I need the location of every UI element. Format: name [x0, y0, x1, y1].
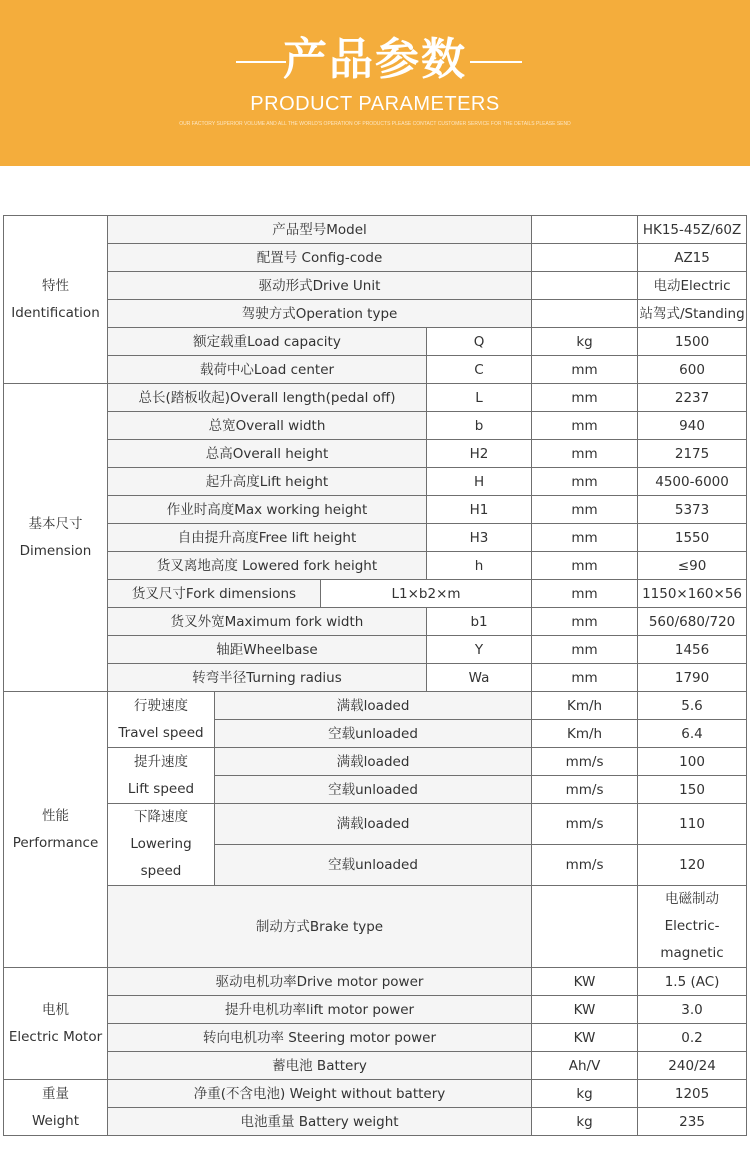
param-symbol: C: [427, 356, 532, 384]
section-label-motor: [4, 968, 108, 1080]
param-value: 2237: [638, 384, 747, 412]
table-row: [4, 440, 747, 468]
table-row: [4, 412, 747, 440]
param-symbol: L: [427, 384, 532, 412]
param-value: 2175: [638, 440, 747, 468]
param-condition: 空载unloaded: [215, 845, 532, 886]
param-name: 转向电机功率 Steering motor power: [108, 1024, 532, 1052]
param-name: 额定载重Load capacity: [108, 328, 427, 356]
param-value: 1790: [638, 664, 747, 692]
param-symbol: H3: [427, 524, 532, 552]
param-name: 货叉尺寸Fork dimensions: [108, 580, 321, 608]
param-name: 电池重量 Battery weight: [108, 1108, 532, 1136]
subgroup-label-lift: [108, 748, 215, 804]
param-symbol: b1: [427, 608, 532, 636]
table-row: [4, 636, 747, 664]
param-symbol: H1: [427, 496, 532, 524]
section-label-en: Weight: [31, 1112, 80, 1129]
param-unit: mm: [532, 524, 638, 552]
section-label-performance: [4, 692, 108, 968]
param-name: 总高Overall height: [108, 440, 427, 468]
param-unit: mm: [532, 580, 638, 608]
param-unit: kg: [532, 1080, 638, 1108]
subgroup-label-cn: 下降速度: [134, 809, 188, 825]
table-row: [4, 968, 747, 996]
subgroup-label-en: Lowering speed: [130, 836, 192, 879]
param-condition: 满载loaded: [215, 748, 532, 776]
param-name: 总宽Overall width: [108, 412, 427, 440]
title-right-line: [470, 61, 522, 63]
param-unit: mm: [532, 468, 638, 496]
table-row: [4, 328, 747, 356]
param-unit: mm: [532, 636, 638, 664]
table-row: [4, 608, 747, 636]
param-unit: kg: [532, 1108, 638, 1136]
section-label-cn: 特性: [42, 277, 69, 294]
param-value: 4500-6000: [638, 468, 747, 496]
section-label-en: Performance: [12, 834, 99, 851]
table-row: [4, 692, 747, 720]
param-value: ≤90: [638, 552, 747, 580]
param-unit: Km/h: [532, 692, 638, 720]
param-value: 235: [638, 1108, 747, 1136]
section-label-cn: 基本尺寸: [28, 515, 83, 532]
param-unit: mm: [532, 384, 638, 412]
param-unit-empty: [532, 272, 638, 300]
param-value: 150: [638, 776, 747, 804]
spec-table: [3, 215, 747, 1136]
param-symbol: b: [427, 412, 532, 440]
param-name: 转弯半径Turning radius: [108, 664, 427, 692]
param-condition: 满载loaded: [215, 804, 532, 845]
section-label-weight: [4, 1080, 108, 1136]
param-value: 0.2: [638, 1024, 747, 1052]
param-value: AZ15: [638, 244, 747, 272]
param-value: 电动Electric: [638, 272, 747, 300]
param-name: 自由提升高度Free lift height: [108, 524, 427, 552]
param-unit-empty: [532, 216, 638, 244]
param-unit: mm/s: [532, 776, 638, 804]
param-unit: mm: [532, 664, 638, 692]
param-unit: mm/s: [532, 845, 638, 886]
param-unit: mm: [532, 496, 638, 524]
param-value: 1500: [638, 328, 747, 356]
param-name: 蓄电池 Battery: [108, 1052, 532, 1080]
table-row: [4, 356, 747, 384]
param-name: 驱动形式Drive Unit: [108, 272, 532, 300]
table-row: [4, 664, 747, 692]
table-row: [4, 804, 747, 845]
param-value: 110: [638, 804, 747, 845]
header-banner: [0, 0, 750, 166]
param-unit: Km/h: [532, 720, 638, 748]
banner-tagline: OUR FACTORY SUPERIOR VOLUME AND ALL THE WORLD'S OPERATION OF PRODUCTS PLEASE CONTACT CUSTOMER SERVICE FOR THE DETAILS PLEASE SEND: [179, 121, 571, 127]
section-label-en: Dimension: [19, 542, 92, 559]
param-unit-empty: [532, 886, 638, 968]
param-value: 3.0: [638, 996, 747, 1024]
param-unit: mm: [532, 608, 638, 636]
param-unit-empty: [532, 244, 638, 272]
param-name: 提升电机功率lift motor power: [108, 996, 532, 1024]
section-label-en: Identification: [11, 304, 100, 321]
param-name: 驾驶方式Operation type: [108, 300, 532, 328]
page-title: 产品参数: [283, 34, 467, 85]
section-label-dimension: [4, 384, 108, 692]
subgroup-label-en: Lift speed: [127, 780, 195, 797]
table-row: [4, 1024, 747, 1052]
section-label-cn: 重量: [42, 1085, 69, 1102]
param-name: 总长(踏板收起)Overall length(pedal off): [108, 384, 427, 412]
table-row: [4, 300, 747, 328]
param-symbol: Y: [427, 636, 532, 664]
param-name: 货叉外宽Maximum fork width: [108, 608, 427, 636]
table-row: [4, 1080, 747, 1108]
subgroup-label-en: Travel speed: [118, 724, 204, 741]
table-row: [4, 886, 747, 968]
param-symbol: L1×b2×m: [321, 580, 532, 608]
param-name: 起升高度Lift height: [108, 468, 427, 496]
param-name: 净重(不含电池) Weight without battery: [108, 1080, 532, 1108]
param-unit: mm/s: [532, 804, 638, 845]
param-symbol: Q: [427, 328, 532, 356]
param-name: 作业时高度Max working height: [108, 496, 427, 524]
param-symbol: Wa: [427, 664, 532, 692]
table-row: [4, 244, 747, 272]
param-symbol: H: [427, 468, 532, 496]
param-value: 1205: [638, 1080, 747, 1108]
param-unit: kg: [532, 328, 638, 356]
param-value: 1550: [638, 524, 747, 552]
param-symbol: H2: [427, 440, 532, 468]
table-row: [4, 552, 747, 580]
param-unit: mm: [532, 356, 638, 384]
page-subtitle: PRODUCT PARAMETERS: [250, 93, 500, 115]
param-unit: mm: [532, 440, 638, 468]
param-name: 载荷中心Load center: [108, 356, 427, 384]
param-unit: KW: [532, 968, 638, 996]
table-row: [4, 748, 747, 776]
param-unit: KW: [532, 1024, 638, 1052]
table-row: [4, 580, 747, 608]
param-name: 驱动电机功率Drive motor power: [108, 968, 532, 996]
param-value: 电磁制动Electric-magnetic: [638, 886, 747, 968]
table-row: [4, 468, 747, 496]
param-name: 轴距Wheelbase: [108, 636, 427, 664]
param-value: 站驾式/Standing: [638, 300, 747, 328]
param-value: 100: [638, 748, 747, 776]
section-label-identification: [4, 216, 108, 384]
param-value: 940: [638, 412, 747, 440]
param-value: 1.5 (AC): [638, 968, 747, 996]
section-label-cn: 电机: [42, 1001, 69, 1018]
param-value: 5373: [638, 496, 747, 524]
table-row: [4, 1108, 747, 1136]
subgroup-label-travel: [108, 692, 215, 748]
param-value: 5.6: [638, 692, 747, 720]
param-value: 600: [638, 356, 747, 384]
param-value: 1150×160×56: [638, 580, 747, 608]
param-value: 560/680/720: [638, 608, 747, 636]
param-unit: mm: [532, 552, 638, 580]
param-value: 240/24: [638, 1052, 747, 1080]
table-row: [4, 496, 747, 524]
param-symbol: h: [427, 552, 532, 580]
param-value: 120: [638, 845, 747, 886]
param-unit: Ah/V: [532, 1052, 638, 1080]
table-row: [4, 272, 747, 300]
subgroup-label-cn: 提升速度: [134, 753, 188, 770]
param-unit: mm: [532, 412, 638, 440]
param-name: 货叉离地高度 Lowered fork height: [108, 552, 427, 580]
param-name: 配置号 Config-code: [108, 244, 532, 272]
table-row: [4, 524, 747, 552]
param-condition: 满载loaded: [215, 692, 532, 720]
param-value: HK15-45Z/60Z: [638, 216, 747, 244]
param-condition: 空载unloaded: [215, 776, 532, 804]
param-unit-empty: [532, 300, 638, 328]
param-name: 制动方式Brake type: [108, 886, 532, 968]
table-row: [4, 384, 747, 412]
param-condition: 空载unloaded: [215, 720, 532, 748]
param-unit: mm/s: [532, 748, 638, 776]
section-label-cn: 性能: [42, 807, 69, 824]
subgroup-label-cn: 行驶速度: [134, 697, 188, 714]
table-row: [4, 996, 747, 1024]
section-label-en: Electric Motor: [8, 1028, 103, 1045]
param-unit: KW: [532, 996, 638, 1024]
param-value: 1456: [638, 636, 747, 664]
subgroup-label-lowering: [108, 804, 215, 886]
table-row: [4, 1052, 747, 1080]
param-name: 产品型号Model: [108, 216, 532, 244]
param-value: 6.4: [638, 720, 747, 748]
table-row: [4, 216, 747, 244]
